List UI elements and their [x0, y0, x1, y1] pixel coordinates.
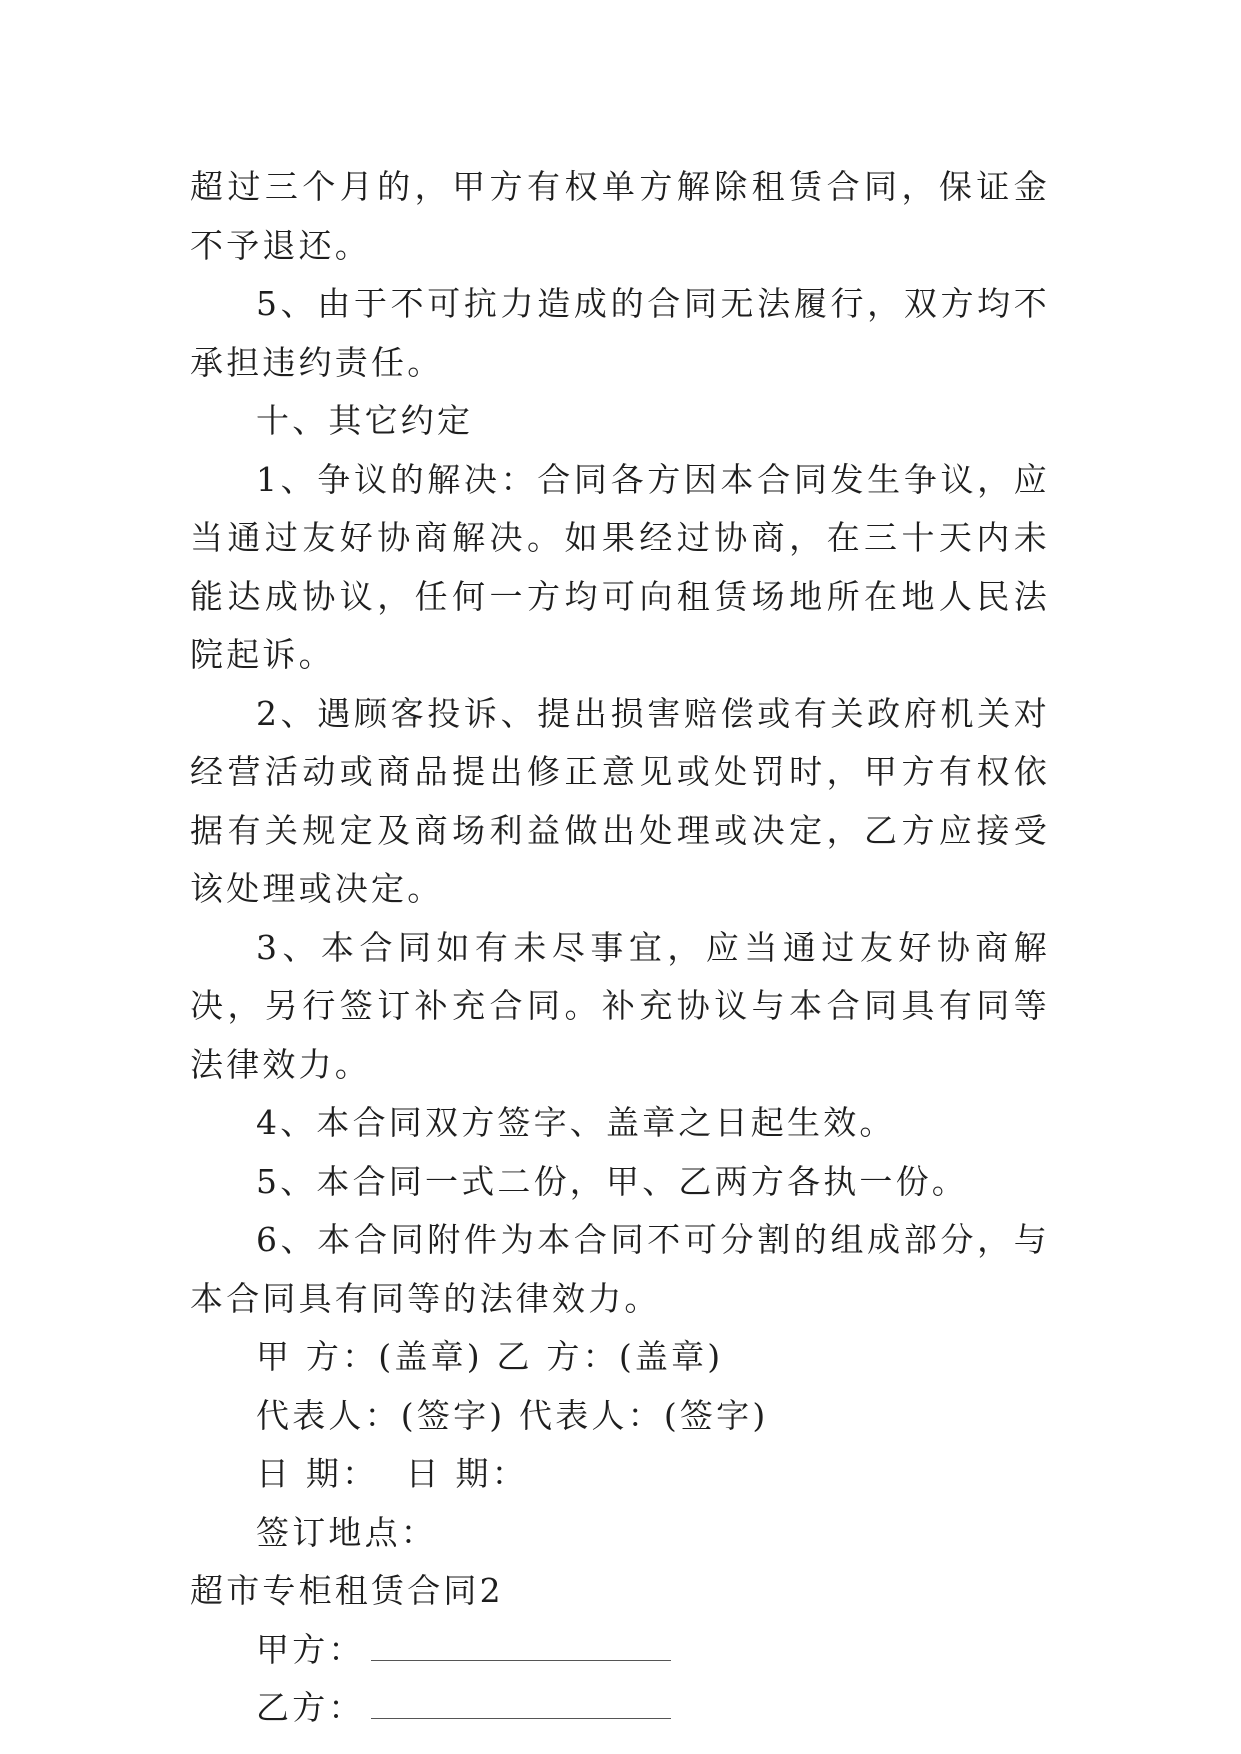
contract-2-title: 超市专柜租赁合同2: [190, 1571, 504, 1610]
section-heading: 十、其它约定: [256, 401, 474, 440]
clause-2: 2、遇顾客投诉、提出损害赔偿或有关政府机关对经营活动或商品提出修正意见或处罚时，甲方有权依据有关规定及商场利益做出处理或决定，乙方应接受该处理或决定。: [190, 693, 1050, 908]
clause-3: 3、本合同如有未尽事宜，应当通过友好协商解决，另行签订补充合同。补充协议与本合同具有同等法律效力。: [190, 927, 1050, 1084]
signature-party-line: 甲 方：(盖章) 乙 方：(盖章): [256, 1337, 724, 1376]
clause-4: 4、本合同双方签字、盖章之日起生效。: [256, 1103, 896, 1142]
contract-2-party-b: [190, 1679, 1050, 1738]
paragraph-continuation: 超过三个月的，甲方有权单方解除租赁合同，保证金不予退还。: [190, 167, 1050, 265]
clause-5: 5、本合同一式二份，甲、乙两方各执一份。: [256, 1161, 968, 1201]
party-b-label: 乙方：: [256, 1688, 365, 1727]
clause-6: 6、本合同附件为本合同不可分割的组成部分，与本合同具有同等的法律效力。: [190, 1220, 1050, 1318]
party-b-blank-line: [371, 1698, 671, 1719]
paragraph-force-majeure: 5、由于不可抗力造成的合同无法履行，双方均不承担违约责任。: [190, 284, 1050, 382]
contract-2-party-a: [190, 1621, 1050, 1680]
clause-1: 1、争议的解决：合同各方因本合同发生争议，应当通过友好协商解决。如果经过协商，在三十天内未能达成协议，任何一方均可向租赁场地所在地人民法院起诉。: [190, 459, 1050, 674]
signature-place-line: 签订地点：: [256, 1512, 437, 1552]
party-a-label: 甲方：: [256, 1629, 365, 1669]
document-body: [190, 158, 1050, 1738]
signature-date-line: 日 期： 日 期：: [256, 1454, 528, 1493]
signature-representative-line: 代表人：(签字) 代表人：(签字): [256, 1395, 769, 1435]
party-a-blank-line: [371, 1640, 671, 1661]
